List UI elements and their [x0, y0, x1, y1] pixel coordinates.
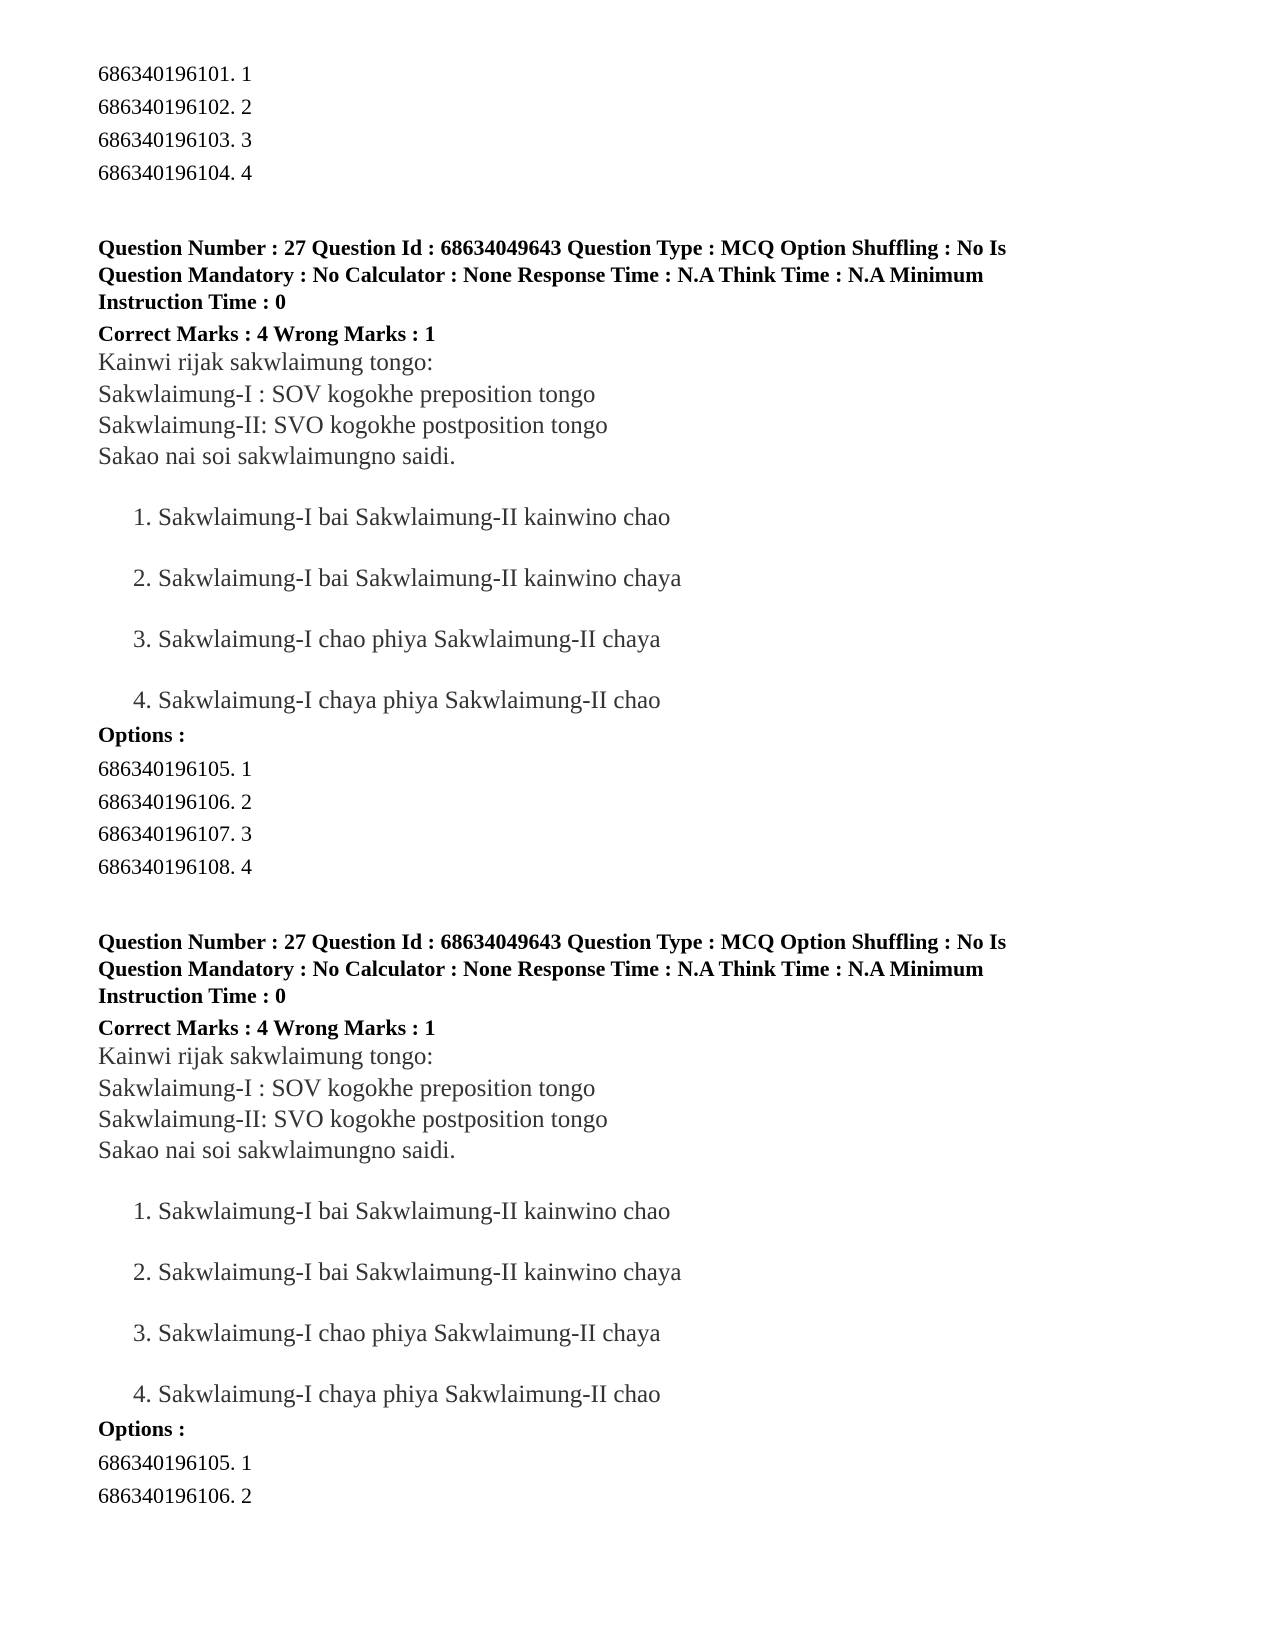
option-id-line: 686340196106. 2 [98, 1483, 252, 1508]
question-text-line: Kainwi rijak sakwlaimung tongo: [98, 1043, 434, 1070]
question-header-line: Instruction Time : 0 [98, 289, 287, 314]
question-header-line: Question Mandatory : No Calculator : None Response Time : N.A Think Time : N.A Minimum [98, 262, 984, 287]
options-label: Options : [98, 1416, 186, 1441]
option-id-line: 686340196105. 1 [98, 756, 252, 781]
option-id-line: 686340196106. 2 [98, 789, 252, 814]
option-id-line: 686340196108. 4 [98, 854, 252, 879]
option-id-line: 686340196105. 1 [98, 1450, 252, 1475]
choice-item: 2. Sakwlaimung-I bai Sakwlaimung-II kainwino chaya [133, 565, 682, 592]
choice-item: 3. Sakwlaimung-I chao phiya Sakwlaimung-II chaya [133, 626, 661, 653]
question-header-line: Instruction Time : 0 [98, 983, 287, 1008]
choice-item: 4. Sakwlaimung-I chaya phiya Sakwlaimung-II chao [133, 1381, 661, 1408]
choice-item: 1. Sakwlaimung-I bai Sakwlaimung-II kainwino chao [133, 504, 671, 531]
question-header-line: Question Mandatory : No Calculator : None Response Time : N.A Think Time : N.A Minimum [98, 956, 984, 981]
question-text-line: Sakao nai soi sakwlaimungno saidi. [98, 1137, 456, 1164]
question-text-line: Sakwlaimung-I : SOV kogokhe preposition tongo [98, 381, 596, 408]
option-id-line: 686340196107. 3 [98, 821, 252, 846]
option-id-line: 686340196101. 1 [98, 61, 252, 86]
question-text-line: Sakwlaimung-II: SVO kogokhe postposition tongo [98, 1106, 608, 1133]
question-text-line: Kainwi rijak sakwlaimung tongo: [98, 349, 434, 376]
choice-item: 1. Sakwlaimung-I bai Sakwlaimung-II kainwino chao [133, 1198, 671, 1225]
question-text-line: Sakao nai soi sakwlaimungno saidi. [98, 443, 456, 470]
option-id-line: 686340196103. 3 [98, 127, 252, 152]
question-text-line: Sakwlaimung-I : SOV kogokhe preposition tongo [98, 1075, 596, 1102]
options-label: Options : [98, 722, 186, 747]
choice-item: 4. Sakwlaimung-I chaya phiya Sakwlaimung-II chao [133, 687, 661, 714]
option-id-line: 686340196102. 2 [98, 94, 252, 119]
marks-line: Correct Marks : 4 Wrong Marks : 1 [98, 321, 436, 346]
question-text-line: Sakwlaimung-II: SVO kogokhe postposition tongo [98, 412, 608, 439]
marks-line: Correct Marks : 4 Wrong Marks : 1 [98, 1015, 436, 1040]
question-header-line: Question Number : 27 Question Id : 68634049643 Question Type : MCQ Option Shuffling : No Is [98, 929, 1007, 954]
question-header-line: Question Number : 27 Question Id : 68634049643 Question Type : MCQ Option Shuffling : No Is [98, 235, 1007, 260]
choice-item: 3. Sakwlaimung-I chao phiya Sakwlaimung-II chaya [133, 1320, 661, 1347]
option-id-line: 686340196104. 4 [98, 160, 252, 185]
choice-item: 2. Sakwlaimung-I bai Sakwlaimung-II kainwino chaya [133, 1259, 682, 1286]
